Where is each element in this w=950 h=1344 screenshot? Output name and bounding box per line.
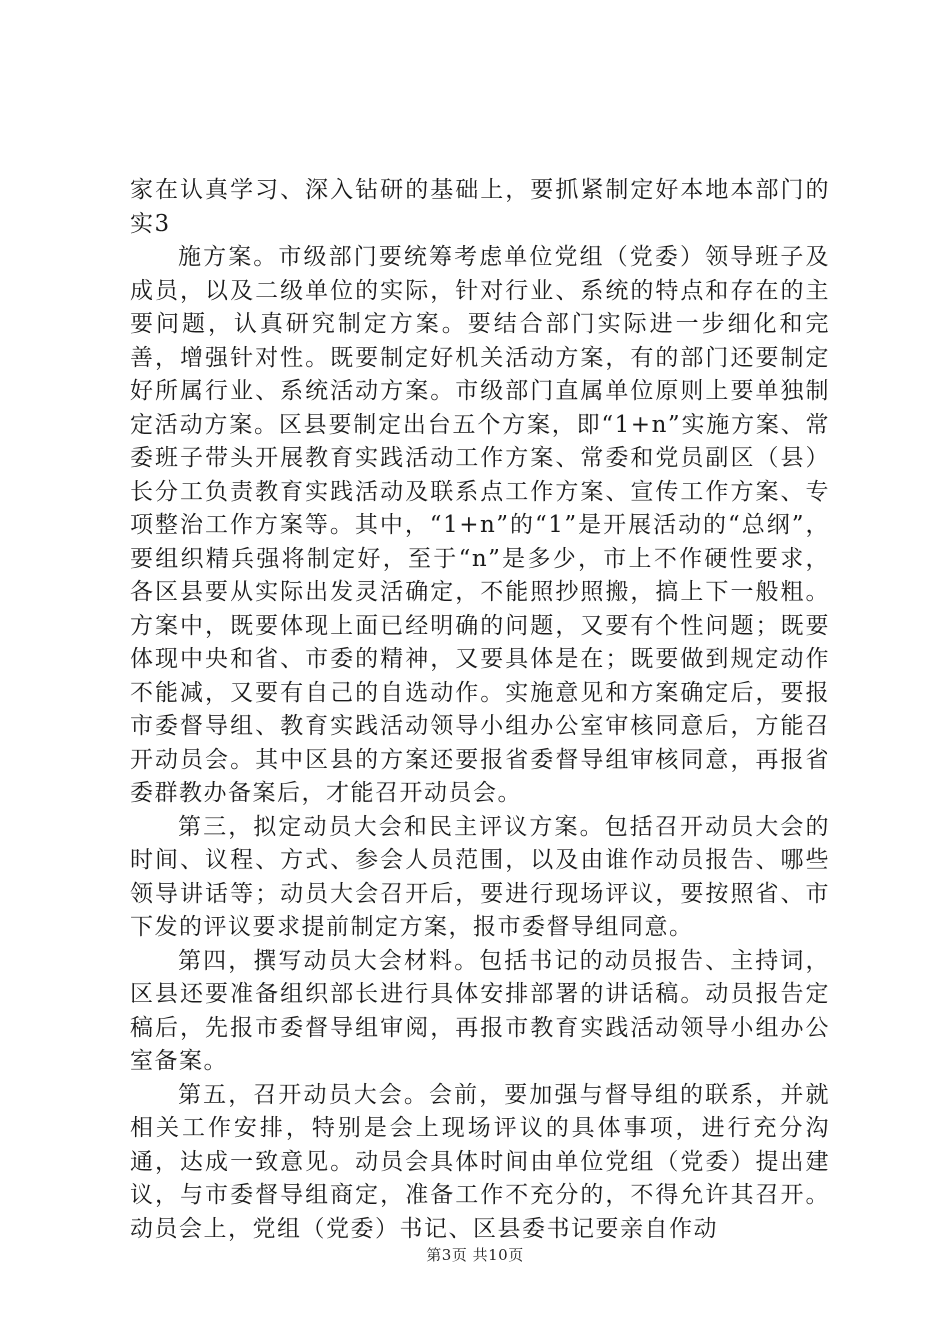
document-body [130, 174, 830, 1246]
paragraph-third-item: 第三，拟定动员大会和民主评议方案。包括召开动员大会的时间、议程、方式、参会人员范围，以及由谁作动员报告、哪些领导讲话等；动员大会召开后，要进行现场评议，要按照省、市下发的评议要求提前制定方案，报市委督导组同意。 [130, 813, 830, 940]
paragraph-fourth-item: 第四，撰写动员大会材料。包括书记的动员报告、主持词，区县还要准备组织部长进行具体安排部署的讲话稿。动员报告定稿后，先报市委督导组审阅，再报市教育实践活动领导小组办公室备案。 [130, 947, 830, 1074]
page-footer: 第3页 共10页 [426, 1246, 524, 1264]
paragraph-continuation: 家在认真学习、深入钻研的基础上，要抓紧制定好本地本部门的实3 [130, 177, 830, 237]
paragraph-implementation-plan: 施方案。市级部门要统筹考虑单位党组（党委）领导班子及成员，以及二级单位的实际，针对行业、系统的特点和存在的主要问题，认真研究制定方案。要结合部门实际进一步细化和完善，增强针对性。既要制定好机关活动方案，有的部门还要制定好所属行业、系统活动方案。市级部门直属单位原则上要单独制定活动方案。区县要制定出台五个方案，即“1+n”实施方案、常委班子带头开展教育实践活动工作方案、常委和党员副区（县）长分工负责教育实践活动及联系点工作方案、宣传工作方案、专项整治工作方案等。其中，“1+n”的“1”是开展活动的“总纲”，要组织精兵强将制定好，至于“n”是多少，市上不作硬性要求，各区县要从实际出发灵活确定，不能照抄照搬，搞上下一般粗。方案中，既要体现上面已经明确的问题，又要有个性问题；既要体现中央和省、市委的精神，又要具体是在；既要做到规定动作不能减，又要有自己的自选动作。实施意见和方案确定后，要报市委督导组、教育实践活动领导小组办公室审核同意后，方能召开动员会。其中区县的方案还要报省委督导组审核同意，再报省委群教办备案后，才能召开动员会。 [130, 244, 830, 806]
paragraph-fifth-item: 第五，召开动员大会。会前，要加强与督导组的联系，并就相关工作安排，特别是会上现场评议的具体事项，进行充分沟通，达成一致意见。动员会具体时间由单位党组（党委）提出建议，与市委督导组商定，准备工作不充分的，不得允许其召开。动员会上，党组（党委）书记、区县委书记要亲自作动 [130, 1081, 830, 1242]
